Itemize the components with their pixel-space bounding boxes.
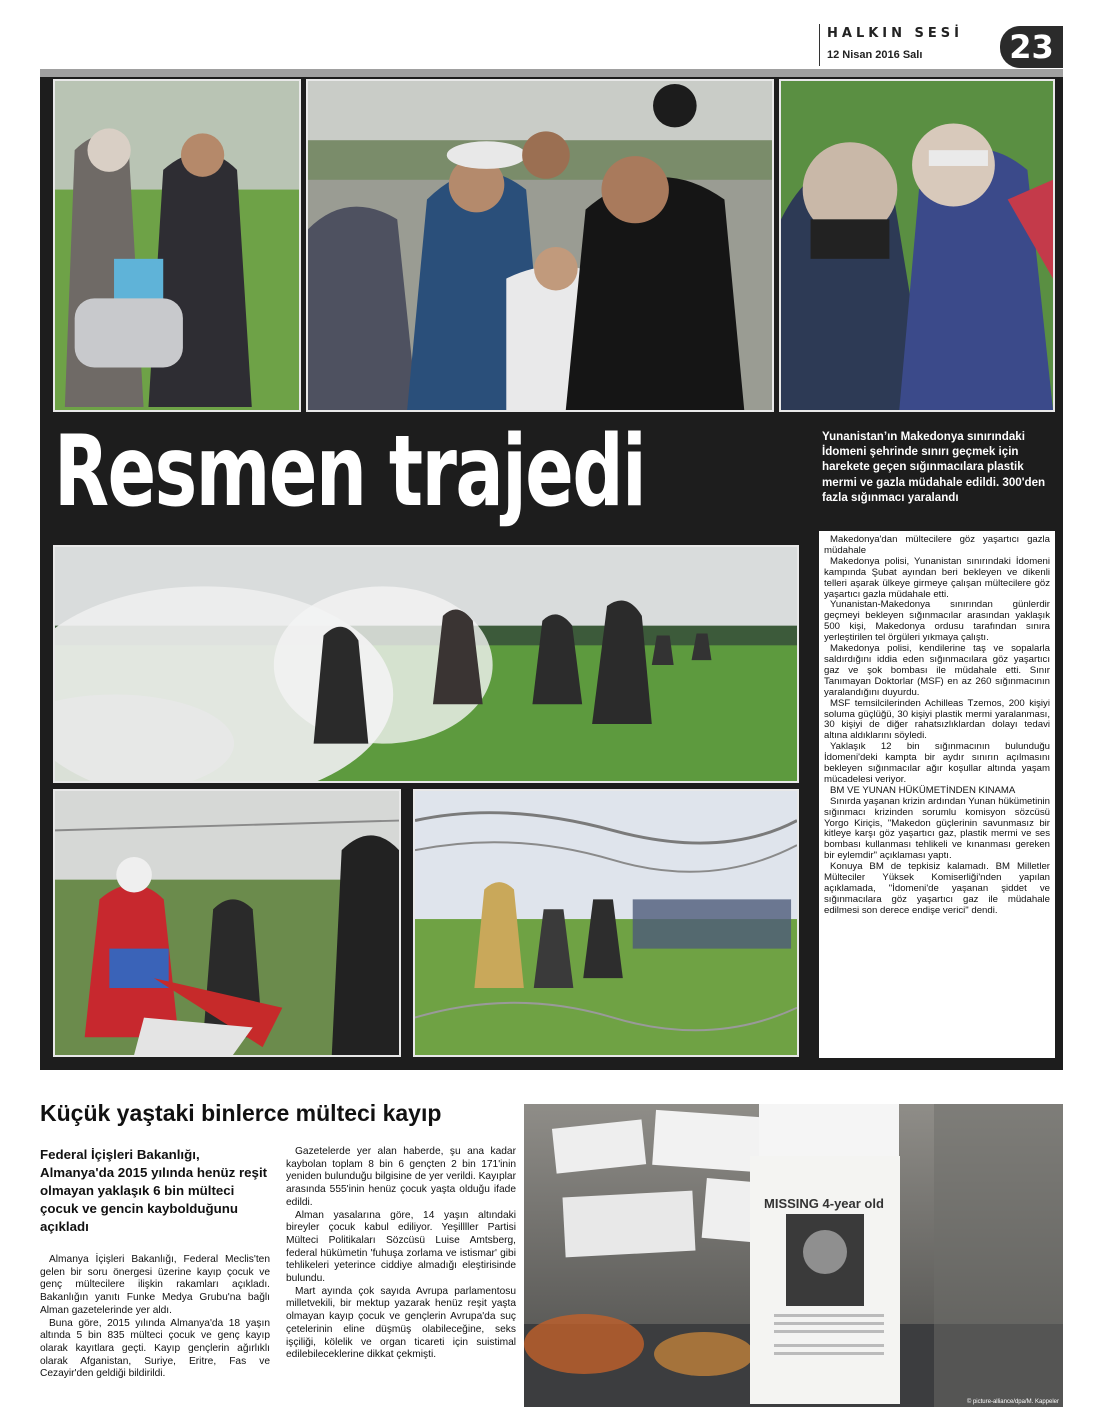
photo-tear-gas-field — [53, 545, 799, 783]
article-paragraph: Makedonya polisi, kendilerine taş ve sopalarla saldırdığını iddia eden sığınmacılara göz yaşartıcı gaz ve şok bombası ile müdahale etti. Sınır Tanımayan Doktorlar (MSF) en az 260 sığınmacının yaralandığını duyurdu. — [824, 643, 1050, 698]
article-paragraph: Konuya BM de tepkisiz kalamadı. BM Milletler Mülteciler Yüksek Komiserliği'nden yapılan açıklamada, "İdomeni'de yaşanan şiddet ve sığınmacılara göz yaşartıcı gaz ile müdahale edilmesi son derece endişe verici" dendi. — [824, 861, 1050, 916]
story-paragraph: Alman yasalarına göre, 14 yaşın altındaki bireyler çocuk kabul ediliyor. Yeşillller Partisi Mülteci Politikaları Sözcüsü Luise Amtsberg, federal hükümetin 'fuhuşa zorlama ve istismar' gibi tehlikeleri yeterince ciddiye almadığı eleştirisinde bulundu. — [286, 1209, 516, 1285]
poster-heading: MISSING 4-year old — [764, 1196, 884, 1211]
feature-article — [819, 531, 1055, 1058]
article-paragraph: Makedonya'dan mültecilere göz yaşartıcı gazla müdahale — [824, 534, 1050, 556]
story-paragraph: Almanya İçişleri Bakanlığı, Federal Meclis'ten gelen bir soru önergesi üzerine kayıp çocuk ve genç mültecilere ilişkin rakamları açıkladı. Bakanlığın yanıtı Funke Medya Grubu'na bağlı Alman gazetelerinde yer aldı. — [40, 1254, 270, 1316]
masthead-divider — [819, 24, 820, 66]
photo-children-covered-faces — [779, 79, 1055, 412]
story-paragraph: Gazetelerde yer alan haberde, şu ana kadar kaybolan toplam 8 bin 6 gençten 2 bin 171'inin yeniden bulunduğu bilgisine de yer verildi. Kayıplar arasında 555'inin henüz çocuk yaşta olduğu ifade edildi. — [286, 1146, 516, 1208]
top-rule — [40, 69, 1063, 77]
article-subheading: BM VE YUNAN HÜKÜMETİNDEN KINAMA — [830, 784, 1016, 796]
article-paragraph: Yunanistan-Makedonya sınırından günlerdir geçmeyi bekleyen sığınmacılar arasından yaklaşık 500 kişi, Makedonya ordusu tarafından sınıra yerleştirilen tel örgüleri yıkmaya çalıştı. — [824, 599, 1050, 644]
photo-refugees-carrying-bags — [53, 79, 301, 412]
article-paragraph: MSF temsilcilerinden Achilleas Tzemos, 200 kişiyi soluma güçlüğü, 30 kişiyi plastik mermi yaralanması, 30 kişiyi de diğer rahatsızlıklardan dolayı tedavi altına aldıklarını söyledi. — [824, 697, 1050, 742]
page-number: 23 — [1000, 26, 1063, 68]
story-paragraph: Mart ayında çok sayıda Avrupa parlamentosu milletvekili, bir mektup yazarak henüz reşit yaşta olmayan kayıp çocuk ve gençlerin Avrupa'da suç çetelerinin eline düşmüş olabileceğine, seks işçiliği, kölelik ve organ ticareti için suistimal edilebileceklerine dikkat çekmişti. — [286, 1285, 516, 1361]
photo-injured-refugee-carried — [306, 79, 774, 412]
story-paragraph: Buna göre, 2015 yılında Almanya'da 18 yaşın altında 5 bin 835 mülteci çocuk ve genç kayıp olarak kayıtlara geçti. Kayıp gençlerin ağırlıklı olarak Afganistan, Suriye, Eritre, Fas ve Cezayir'den geldiği bildirildi. — [40, 1317, 270, 1380]
story-lead: Federal İçişleri Bakanlığı, Almanya'da 2015 yılında henüz reşit olmayan yaklaşık 6 bin mülteci çocuk ve gencin kaybolduğunu açıkladı — [40, 1147, 268, 1234]
article-paragraph: Yaklaşık 12 bin sığınmacının bulunduğu İdomeni'deki kampta bir aydır sınırın açılmasını bekleyen sığınmacılar ağır koşullar altında yaşam mücadelesi veriyor. — [824, 741, 1050, 785]
feature-block — [40, 77, 1063, 1070]
deck: Yunanistan’ın Makedonya sınırındaki İdomeni şehrinde sınırı geçmek için harekete geçen sığınmacılara plastik mermi ve gazla müdahale edildi. 300'den fazla sığınmacı yaralandı — [822, 430, 1046, 504]
story-title: Küçük yaştaki binlerce mülteci kayıp — [40, 1100, 442, 1126]
article-paragraph: Makedonya polisi, Yunanistan sınırındaki İdomeni kampında Şubat ayından beri bekleyen ve dikenli telleri aşarak ülkeye girmeye çalışan mültecilere göz yaşartıcı gazla müdahale etti. — [824, 555, 1050, 600]
story-column-1 — [40, 1254, 270, 1381]
masthead — [813, 22, 1063, 72]
photo-credit: © picture-alliance/dpa/M. Kappeler — [966, 1399, 1059, 1405]
photo-refugees-at-fence — [413, 789, 799, 1057]
headline: Resmen trajedi — [54, 415, 646, 529]
photo-missing-child-poster — [524, 1104, 1063, 1407]
issue-date: 12 Nisan 2016 Salı — [827, 49, 923, 61]
story-column-2 — [286, 1146, 516, 1362]
photo-man-in-red-sweater — [53, 789, 401, 1057]
article-paragraph: Sınırda yaşanan krizin ardından Yunan hükümetinin sığınmacı krizinden sorumlu komisyon sözcüsü Yorgo Kiriçis, "Makedon güçlerinin savunmasız bir kitleye karşı göz yaşartıcı gaz, plastik mermi ve ses bombası kullanması tehlikeli ve kınanması gereken bir eylemdir" açıklaması yaptı. — [824, 795, 1050, 862]
newspaper-name: HALKIN SESİ — [827, 26, 963, 41]
